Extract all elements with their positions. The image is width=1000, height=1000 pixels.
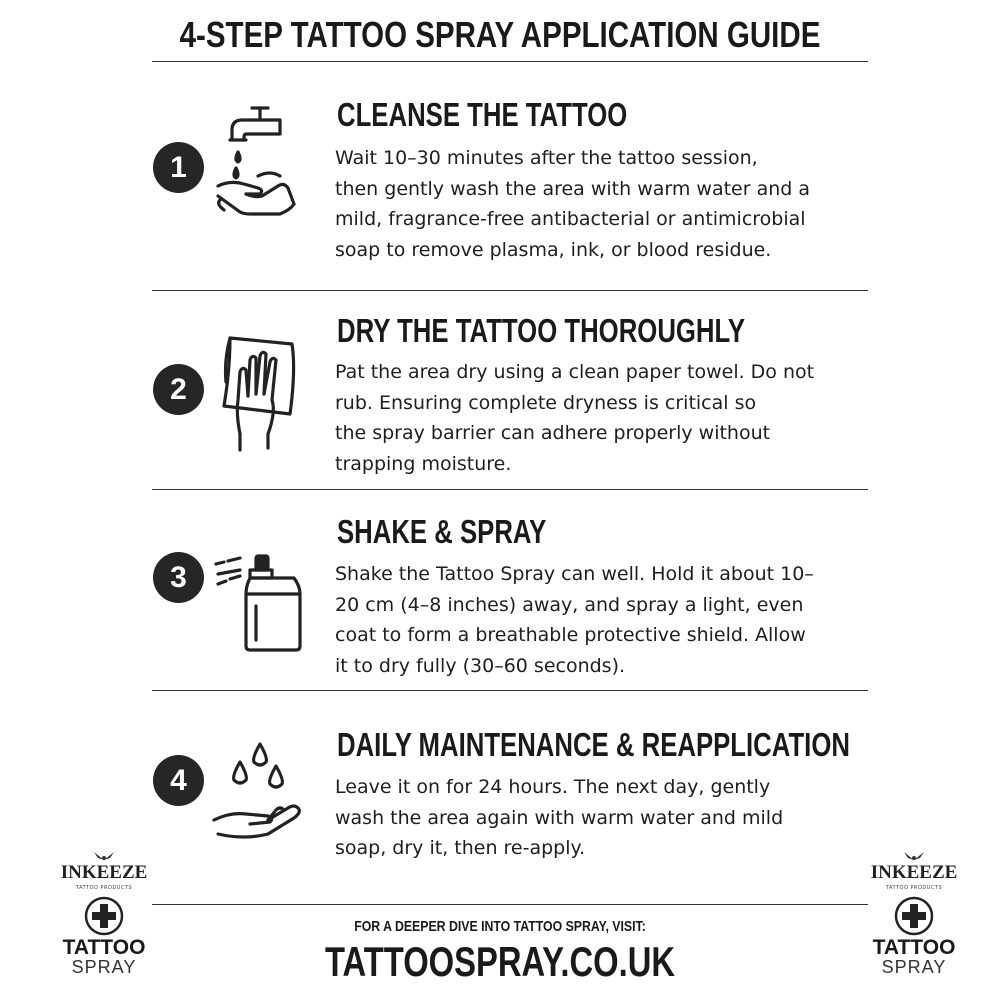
wings-emblem-icon bbox=[902, 850, 926, 862]
brand-product-line2: SPRAY bbox=[71, 957, 137, 977]
medical-cross-icon bbox=[894, 896, 934, 936]
brand-wordmark: INKEEZE bbox=[60, 862, 148, 883]
brand-subtitle: TATTOO PRODUCTS bbox=[75, 885, 133, 891]
step-divider bbox=[152, 690, 868, 691]
spray-bottle-icon bbox=[210, 538, 310, 668]
step-heading: DRY THE TATTOO THOROUGHLY bbox=[337, 312, 746, 349]
step-body: Leave it on for 24 hours. The next day, gently wash the area again with warm water and mild soap, dry it, then re-apply. bbox=[335, 776, 784, 859]
brand-wordmark: INKEEZE bbox=[870, 862, 958, 883]
tap-washing-hands-icon bbox=[210, 100, 310, 230]
step-body: Pat the area dry using a clean paper towel. Do not rub. Ensuring complete dryness is critical so the spray barrier can adhere properly without trapping moisture. bbox=[335, 361, 815, 475]
step-divider bbox=[152, 290, 868, 291]
step-number-badge: 3 bbox=[153, 552, 204, 603]
website-link[interactable]: TATTOOSPRAY.CO.UK bbox=[324, 938, 676, 985]
step-body: Wait 10–30 minutes after the tattoo session, then gently wash the area with warm water and a mild, fragrance-free antibacterial or antimicrobial soap to remove plasma, ink, or blood residue. bbox=[335, 147, 811, 261]
page-title: 4-STEP TATTOO SPRAY APPLICATION GUIDE bbox=[179, 14, 821, 55]
title-divider bbox=[152, 61, 868, 62]
brand-product-line2: SPRAY bbox=[881, 957, 947, 977]
step-heading: CLEANSE THE TATTOO bbox=[337, 96, 628, 133]
brand-product-line1: TATTOO bbox=[62, 936, 146, 959]
wings-emblem-icon bbox=[92, 850, 116, 862]
brand-logo-left bbox=[56, 852, 152, 982]
footer-divider bbox=[152, 904, 868, 905]
step-heading: DAILY MAINTENANCE & REAPPLICATION bbox=[337, 726, 850, 763]
step-number-badge: 1 bbox=[153, 142, 204, 193]
brand-subtitle: TATTOO PRODUCTS bbox=[885, 885, 943, 891]
water-drops-hand-icon bbox=[210, 728, 310, 858]
step-divider bbox=[152, 489, 868, 490]
step-number-badge: 2 bbox=[153, 364, 204, 415]
step-body: Shake the Tattoo Spray can well. Hold it about 10– 20 cm (4–8 inches) away, and spray a light, even coat to form a breathable protective shield. Allow it to dry fully (30–60 seconds). bbox=[335, 563, 814, 677]
brand-product-line1: TATTOO bbox=[872, 936, 956, 959]
step-number-badge: 4 bbox=[153, 755, 204, 806]
step-heading: SHAKE & SPRAY bbox=[337, 513, 547, 550]
footer-label: FOR A DEEPER DIVE INTO TATTOO SPRAY, VISIT: bbox=[354, 918, 646, 935]
hand-with-towel-icon bbox=[210, 330, 310, 460]
medical-cross-icon bbox=[84, 896, 124, 936]
brand-logo-right bbox=[866, 852, 962, 982]
